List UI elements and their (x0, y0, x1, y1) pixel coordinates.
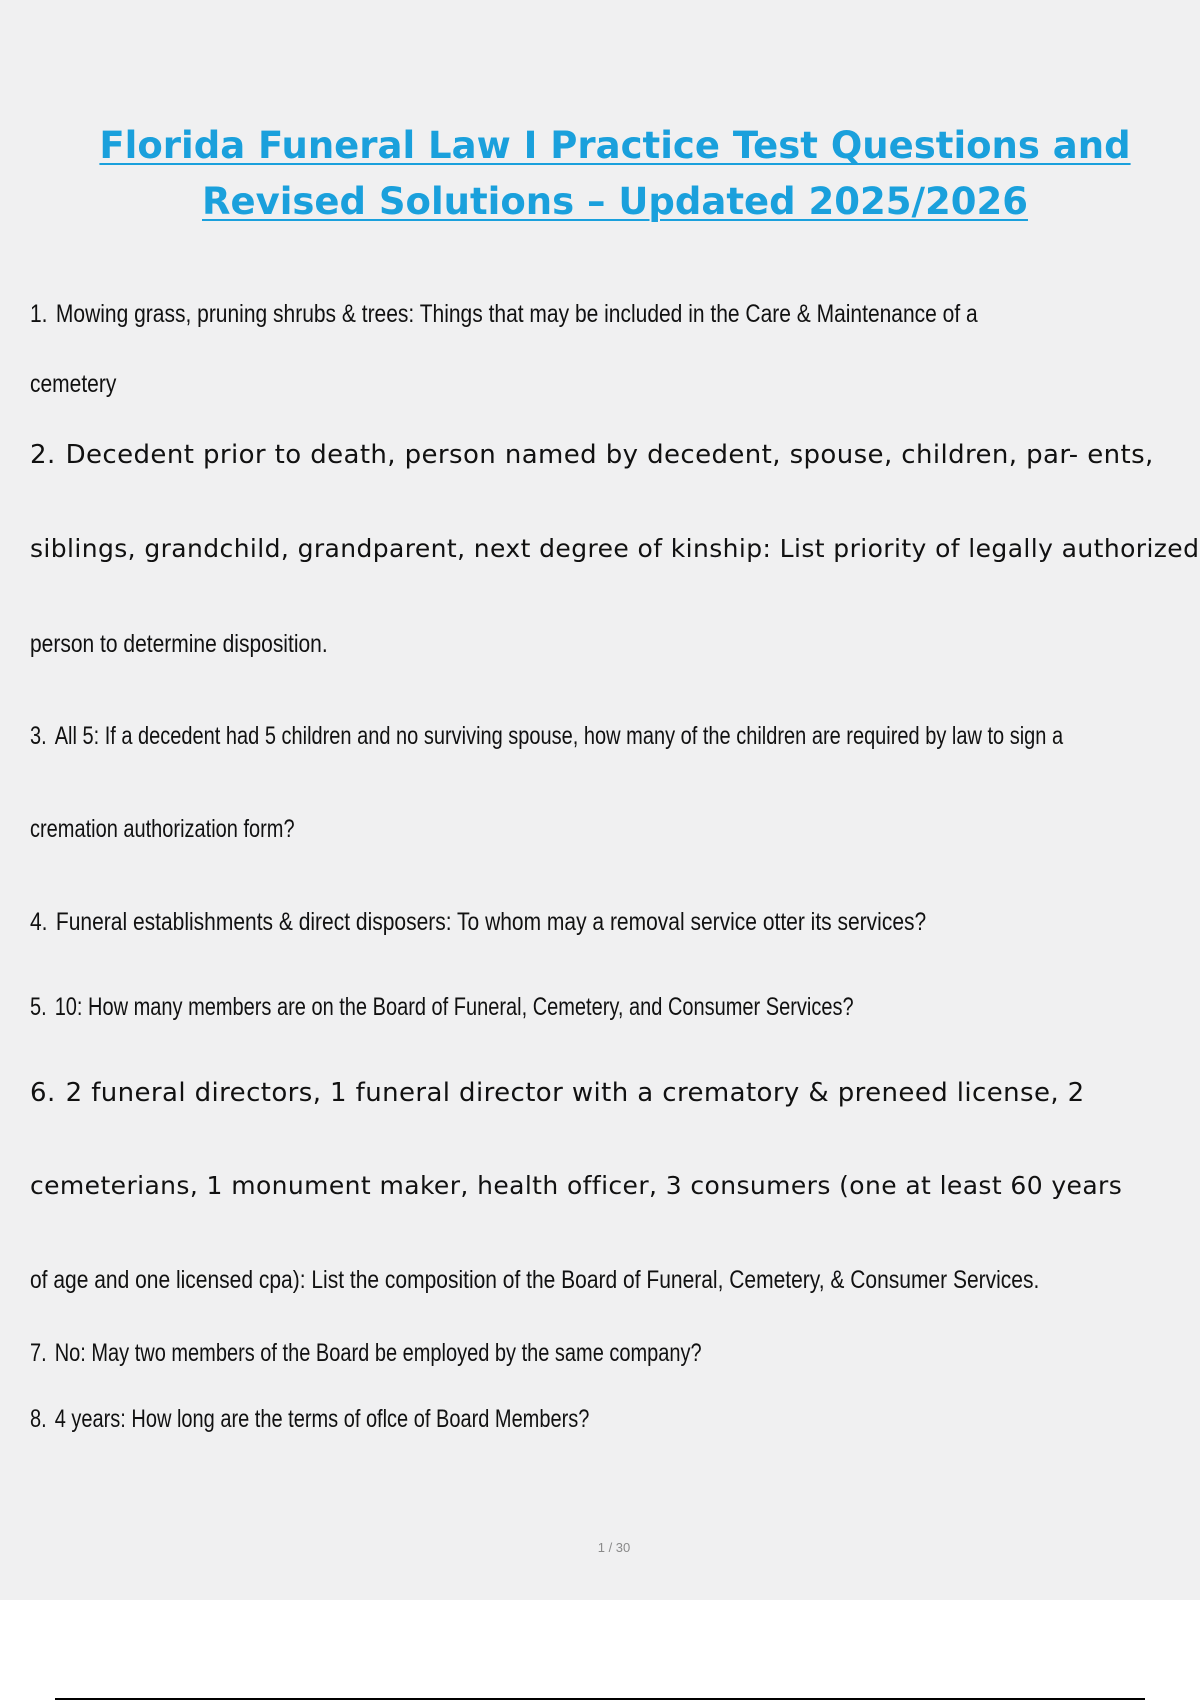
question-6-text-cont-2: of age and one licensed cpa): List the composition of the Board of Funeral, Cemetery, & Consumer Services. (30, 1266, 1040, 1294)
question-1-text: Mowing grass, pruning shrubs & trees: Things that may be included in the Care & Maintenance of a (55, 300, 978, 328)
question-8-line-1 (30, 1405, 962, 1434)
question-2-line-1 (30, 440, 1195, 470)
question-6-line-3 (30, 1266, 1040, 1295)
question-3-line-2 (30, 815, 962, 844)
question-2-line-3 (30, 630, 1009, 659)
question-1-line-1 (30, 300, 1009, 329)
question-8-text: 4 years: How long are the terms of oflce of Board Members? (54, 1405, 590, 1433)
question-2-number: 2. (30, 440, 56, 470)
question-6-text-cont: cemeterians, 1 monument maker, health officer, 3 consumers (one at least 60 years (30, 1171, 1123, 1200)
title-line-2: Revised Solutions – Updated 2025/2026 (202, 180, 1028, 223)
document-title (40, 118, 1190, 230)
question-6-number: 6. (30, 1078, 56, 1108)
question-7-number: 7. (30, 1339, 47, 1367)
question-2-line-2 (30, 534, 1200, 563)
question-1-text-cont: cemetery (30, 370, 117, 398)
title-line-1: Florida Funeral Law I Practice Test Questions and (99, 124, 1131, 167)
question-8-number: 8. (30, 1405, 47, 1433)
question-3-line-1 (30, 722, 1064, 751)
question-3-text-cont: cremation authorization form? (30, 815, 295, 843)
question-5-line-1 (30, 993, 962, 1022)
question-7-line-1 (30, 1339, 962, 1368)
question-6-line-2 (30, 1171, 1195, 1200)
question-4-line-1 (30, 908, 1009, 937)
question-5-number: 5. (30, 993, 47, 1021)
question-6-line-1 (30, 1078, 1195, 1108)
question-3-number: 3. (30, 722, 47, 750)
question-1-number: 1. (30, 300, 48, 328)
question-3-text: All 5: If a decedent had 5 children and no surviving spouse, how many of the children are required by law to sign a (54, 722, 1064, 750)
question-7-text: No: May two members of the Board be employed by the same company? (54, 1339, 702, 1367)
question-2-text-cont-2: person to determine disposition. (30, 630, 328, 658)
question-4-number: 4. (30, 908, 48, 936)
page-number: 1 / 30 (597, 1540, 631, 1555)
question-1-line-2 (30, 370, 1009, 399)
question-2-text: Decedent prior to death, person named by decedent, spouse, children, par- ents, (65, 440, 1154, 470)
question-4-text: Funeral establishments & direct disposers: To whom may a removal service otter its services? (55, 908, 927, 936)
question-6-text: 2 funeral directors, 1 funeral director with a crematory & preneed license, 2 (65, 1078, 1085, 1108)
question-5-text: 10: How many members are on the Board of Funeral, Cemetery, and Consumer Services? (54, 993, 854, 1021)
question-2-text-cont: siblings, grandchild, grandparent, next degree of kinship: List priority of legally authorized (30, 534, 1200, 563)
